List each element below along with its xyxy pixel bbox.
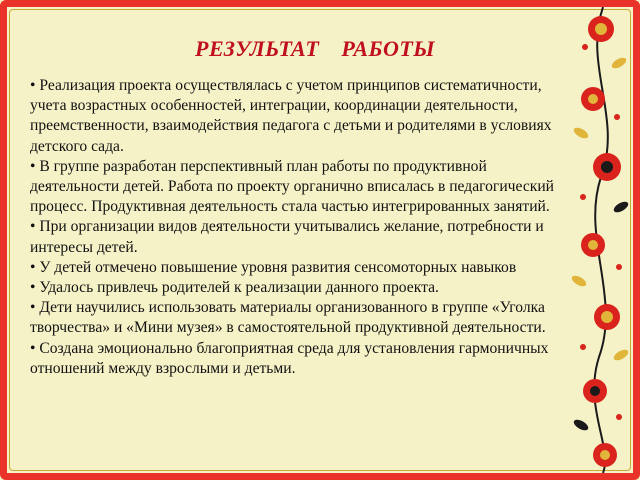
bullet-item: • У детей отмечено повышение уровня развития сенсомоторных навыков	[30, 258, 565, 278]
khokhloma-ornament	[563, 7, 633, 473]
bullet-list	[30, 76, 565, 379]
bullet-item: • Создана эмоционально благоприятная среда для установления гармоничных отношений между взрослыми и детьми.	[30, 339, 565, 379]
bullet-item: • Удалось привлечь родителей к реализации данного проекта.	[30, 278, 565, 298]
bullet-item: • При организации видов деятельности учитывались желание, потребности и интересы детей.	[30, 217, 565, 257]
slide-title: РЕЗУЛЬТАТ РАБОТЫ	[195, 36, 436, 61]
bullet-item: • Дети научились использовать материалы организованного в группе «Уголка творчества» и «Мини музея» в самостоятельной продуктивной деятельности.	[30, 298, 565, 338]
bullet-item: • В группе разработан перспективный план работы по продуктивной деятельности детей. Работа по проекту органично вписалась в педагогический процесс. Продуктивная деятельность стала частью интегрированных занятий.	[30, 157, 565, 218]
slide-content	[30, 36, 565, 379]
bullet-item: • Реализация проекта осуществлялась с учетом принципов систематичности, учета возрастных особенностей, интеграции, координации деятельности, преемственности, взаимодействия педагога с детьми и родителями в условиях детского сада.	[30, 76, 565, 157]
